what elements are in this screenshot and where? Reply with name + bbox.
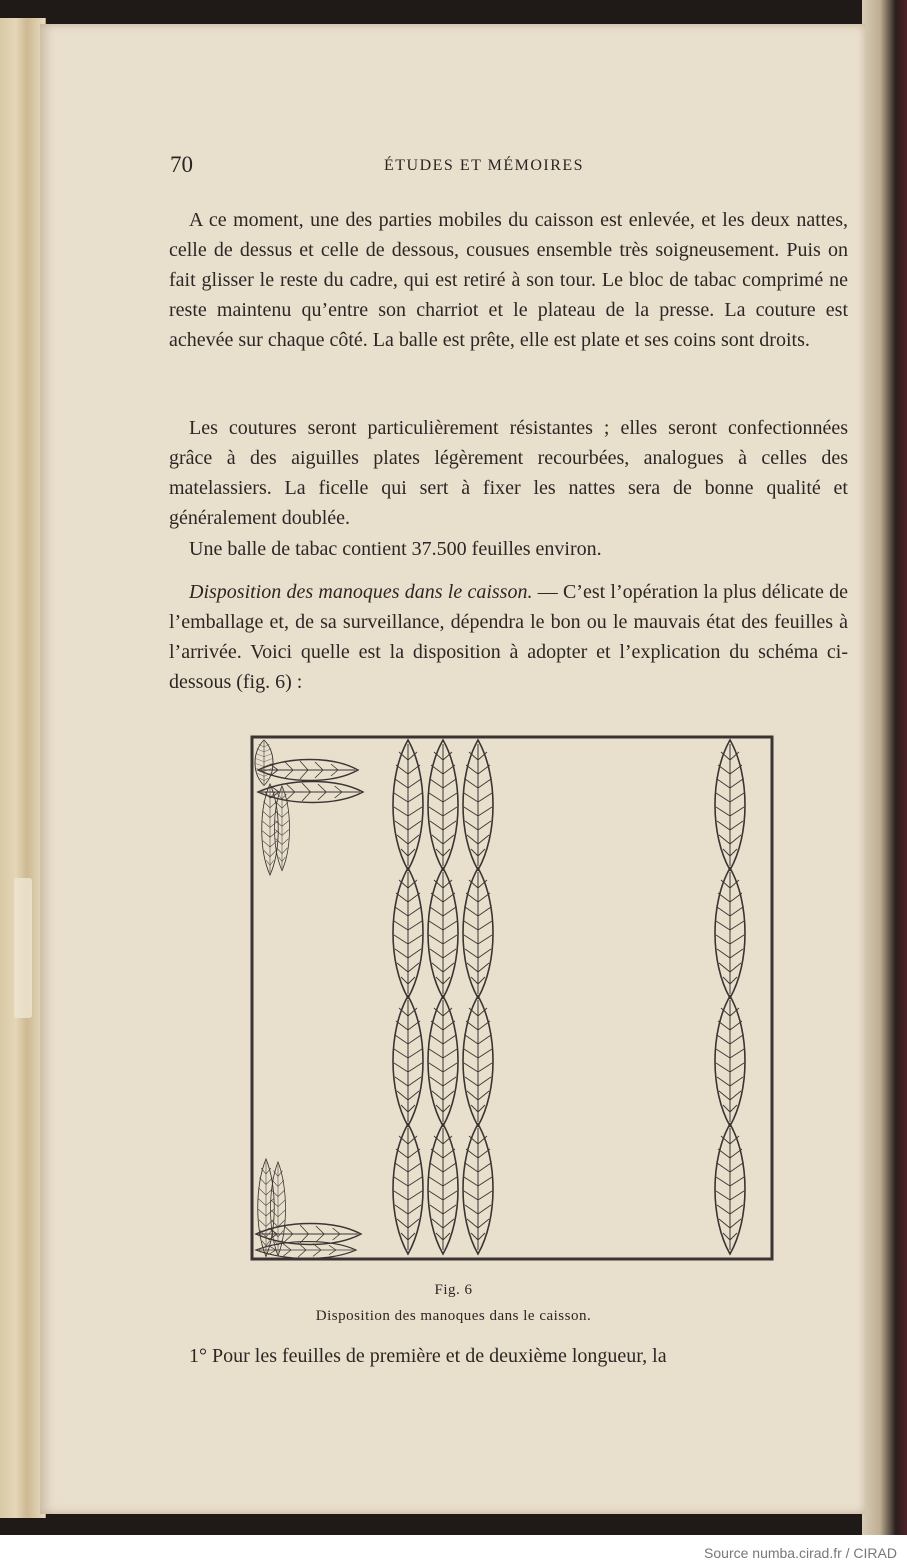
- caisson-frame: [252, 737, 772, 1259]
- leaf-column-3: [463, 740, 493, 1254]
- section-heading: Disposition des manoques dans le caisson.: [189, 581, 533, 603]
- paragraph-3-text: Une balle de tabac contient 37.500 feuilles environ.: [189, 538, 602, 560]
- leaf-column-1: [393, 740, 423, 1254]
- running-head: ÉTUDES ET MÉMOIRES: [384, 157, 585, 174]
- paragraph-1: [169, 205, 848, 355]
- leaf-column-4: [715, 740, 745, 1254]
- paragraph-5: [169, 1341, 848, 1371]
- figure-label: Fig. 6: [434, 1282, 473, 1298]
- leaf-column-2: [428, 740, 458, 1254]
- figure-6-diagram: [248, 734, 778, 1266]
- source-credit: Source numba.cirad.fr / CIRAD: [704, 1545, 897, 1561]
- paragraph-5-text: 1° Pour les feuilles de première et de deuxième longueur, la: [189, 1345, 667, 1367]
- paragraph-4: [169, 577, 848, 697]
- figure-caption: Disposition des manoques dans le caisson.: [315, 1308, 592, 1324]
- paragraph-3: [169, 534, 848, 564]
- corner-leaves-bottom: [256, 1159, 361, 1258]
- paragraph-4-text: — C’est l’opération la plus délicate de l’emballage et, de sa surveillance, dépendra le bon ou le mauvais état des feuilles à l’arrivée. Voici quelle est la disposition à adopter et l’explication du schéma ci-dessous (fig. 6) :: [169, 581, 848, 693]
- corner-leaves-top: [255, 740, 363, 875]
- paragraph-2: [169, 413, 848, 533]
- paragraph-2-text: Les coutures seront particulièrement résistantes ; elles seront confectionnées grâce à des aiguilles plates légèrement recourbées, analogues à celles des matelassiers. La ficelle qui sert à fixer les nattes sera de bonne qualité et généralement doublée.: [169, 417, 848, 529]
- paragraph-1-text: A ce moment, une des parties mobiles du caisson est enlevée, et les deux nattes, celle de dessus et celle de dessous, cousues ensemble très soigneusement. Puis on fait glisser le reste du cadre, qui est retiré à son tour. Le bloc de tabac comprimé ne reste maintenu qu’entre son charriot et le plateau de la presse. La couture est achevée sur chaque côté. La balle est prête, elle est plate et ses coins sont droits.: [169, 209, 848, 351]
- page-number: 70: [170, 152, 193, 177]
- book-cover-edge: [862, 0, 907, 1535]
